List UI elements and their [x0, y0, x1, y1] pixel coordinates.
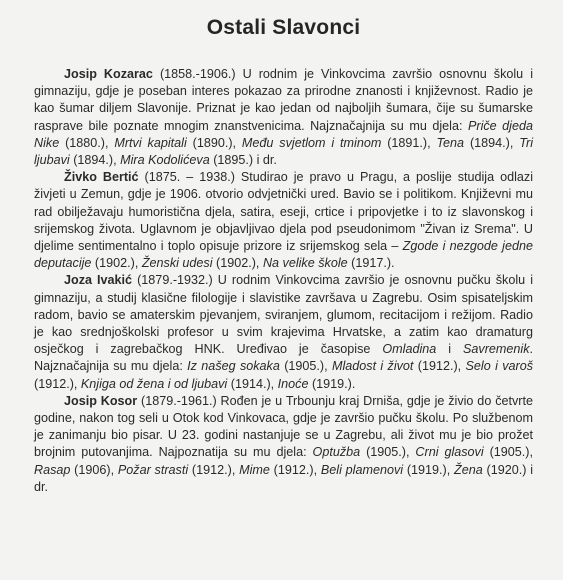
work-title: Rasap — [34, 462, 71, 477]
body-text: (1894.), — [464, 135, 520, 150]
work-title: Na velike škole — [262, 256, 348, 271]
work-title: Požar strasti — [117, 462, 189, 477]
biography-paragraph — [34, 393, 533, 496]
body-text: (1902.), — [91, 256, 142, 271]
work-title: Crni glasovi — [415, 445, 484, 460]
body-text: (1905.), — [360, 445, 416, 460]
author-name: Josip Kozarac — [64, 67, 153, 81]
work-title: Selo i varoš — [465, 359, 534, 374]
body-text: (1919.), — [403, 462, 455, 477]
work-title: Zgode i nezgode jedne deputacije — [34, 239, 533, 271]
work-title: Mrtvi kapitali — [114, 135, 187, 150]
body-text: (1880.), — [59, 135, 115, 150]
body-text: (1891.), — [381, 135, 437, 150]
body-text: (1858.-1906.) U rodnim je Vinkovcima završio osnovnu školu i gimnaziju, gdje je poseban interes pokazao za prirodne znanosti i književnost. Radio je kao šumar diljem Slavonije. Priznat je kao jedan od najboljih šumara, čije su šumarske rasprave bile poznate mnogim znanstvenicima. Najznačajnija su mu djela: — [34, 67, 534, 133]
biography-paragraph — [34, 272, 533, 392]
body-text: (1875. – 1938.) Studirao je pravo u Pragu, a poslije studija odlazi živjeti u Zemun, gdje je 1906. otvorio odvjetnički ured. Bavio se i politikom. Književni mu rad obilježavaju humoristična djela, satira, eseji, crtice i pripovjetke i to iz slavonskog i srijemskog života. Uglavnom je objavljivao djela pod pseudonimom "Živan iz Srema". U djelime sentimentalno i toplo opisuje prizore iz srijemskog sela – — [34, 170, 533, 254]
biography-paragraph — [34, 169, 533, 272]
body-text: (1914.), — [227, 376, 278, 391]
work-title: Mira Kodolićeva — [120, 153, 210, 168]
work-title: Iz našeg sokaka — [187, 359, 280, 374]
body-text: (1912.), — [34, 376, 81, 391]
body-text: (1905.), — [483, 445, 533, 460]
body-text: i — [436, 342, 464, 357]
page-title: Ostali Slavonci — [206, 16, 361, 39]
body-text: (1905.), — [279, 359, 332, 374]
body-text: (1912.), — [413, 359, 466, 374]
author-name: Josip Kosor — [64, 393, 138, 408]
body-text: (1879.-1961.) Rođen je u Trbounju kraj Drniša, gdje je živio do četvrte godine, nakon tog seli u Otok kod Vinkovaca, gdje je završio pučku školu. Po službenom je zanimanju bio pisar. U 23. godini nastanjuje se u Zagrebu, ali život mu je bio prožet brojnim putovanjima. Najpoznatija su mu djela: — [34, 393, 533, 460]
work-title: Mladost i život — [331, 359, 414, 374]
work-title: Knjiga od žena i od ljubavi — [80, 376, 228, 391]
work-title: Među svjetlom i tminom — [241, 135, 382, 150]
body-text: (1902.), — [212, 256, 263, 271]
work-title: Inoće — [277, 376, 309, 391]
body-text: (1879.-1932.) U rodnim Vinkovcima završio je osnovnu pučku školu i gimnaziju, a studij klasične filologije i slavistike završava u Zagrebu. Osim spisateljskim radom, bavio se amaterskim pjevanjem, sviranjem, glumom, recitacijom i režijom. Radio je kao srednjoškolski profesor u svim krajevima Hrvatske, a zatim kao dramaturg osječkog i zagrebačkog HNK. Uređivao je časopise — [34, 273, 533, 357]
work-title: Žena — [454, 462, 483, 477]
body-text: (1894.), — [69, 153, 121, 168]
biography-list — [34, 66, 533, 496]
body-text: (1912.), — [188, 462, 240, 477]
work-title: Tri ljubavi — [34, 135, 533, 168]
work-title: Omladina — [382, 342, 437, 357]
work-title: Beli plamenovi — [320, 462, 404, 477]
body-text: (1912.), — [269, 462, 321, 477]
body-text: (1920.) i dr. — [34, 462, 534, 494]
work-title: Savremenik — [463, 342, 530, 357]
body-text: (1919.). — [308, 376, 356, 391]
body-text: . Najznačajnija su mu djela: — [34, 342, 534, 374]
body-text: (1917.). — [347, 256, 395, 271]
body-text: (1906), — [70, 462, 118, 477]
body-text: (1890.), — [186, 135, 242, 150]
biography-paragraph — [34, 66, 533, 169]
work-title: Optužba — [312, 445, 361, 460]
author-name: Živko Bertić — [64, 170, 139, 185]
author-name: Joza Ivakić — [64, 273, 133, 288]
work-title: Priče djeda Nike — [34, 118, 533, 150]
work-title: Tena — [436, 135, 465, 150]
body-text: (1895.) i dr. — [209, 153, 277, 168]
work-title: Mime — [239, 462, 270, 477]
work-title: Ženski udesi — [141, 256, 213, 271]
